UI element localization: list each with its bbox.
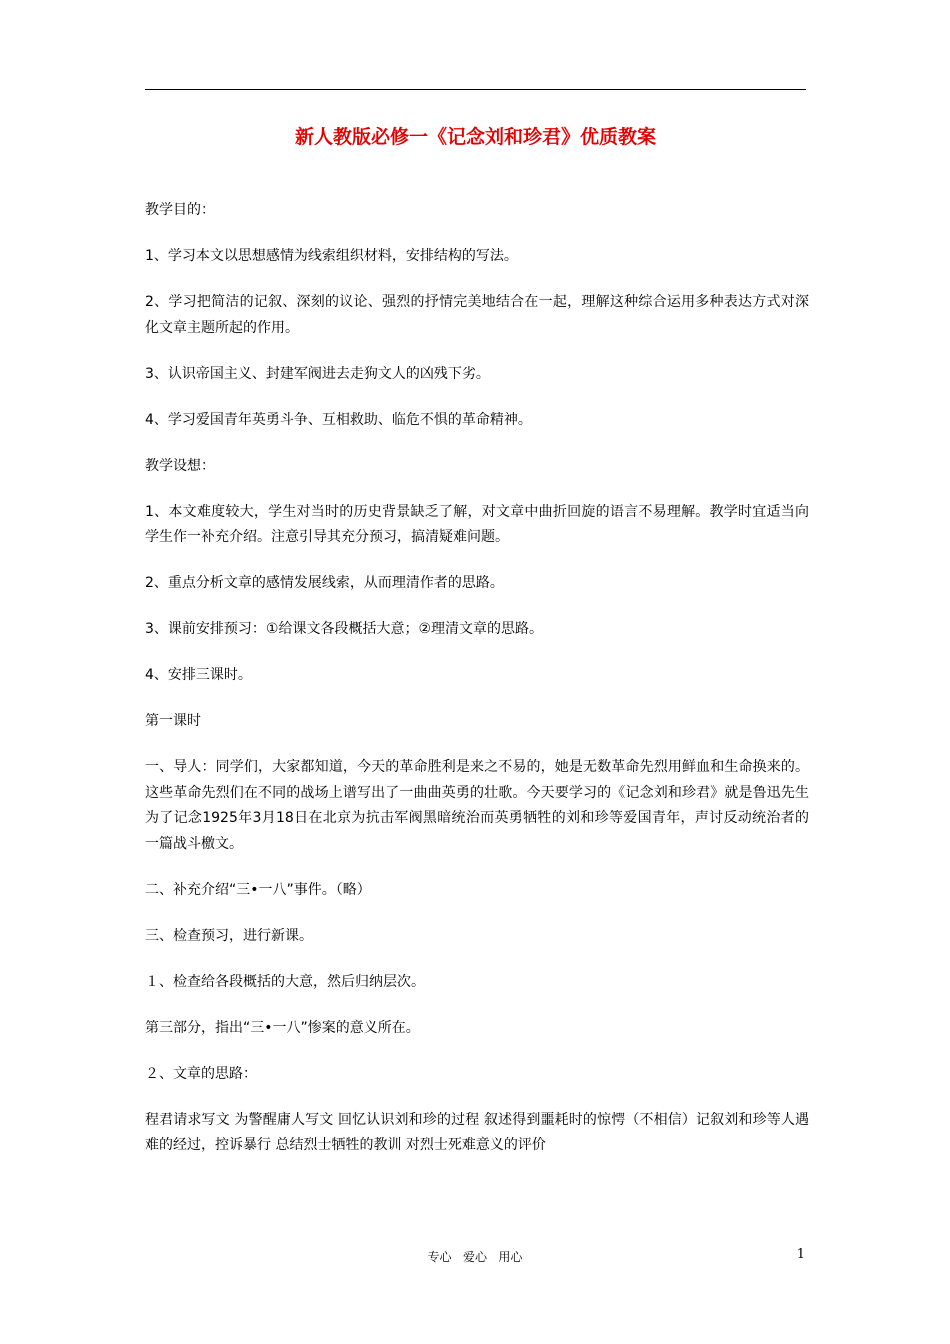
document-body [145, 198, 809, 1179]
header-rule [145, 89, 806, 90]
document-title: 新人教版必修一《记念刘和珍君》优质教案 [294, 126, 656, 148]
paragraph: 2、学习把简洁的记叙、深刻的议论、强烈的抒情完美地结合在一起，理解这种综合运用多种表达方式对深化文章主题所起的作用。 [145, 294, 809, 336]
paragraph: 第一课时 [145, 713, 201, 729]
paragraph: 第三部分，指出“三•一八”惨案的意义所在。 [145, 1019, 420, 1036]
paragraph: 一、导人：同学们，大家都知道，今天的革命胜利是来之不易的，她是无数革命先烈用鲜血和生命换来的。这些革命先烈们在不同的战场上谱写出了一曲曲英勇的壮歌。今天要学习的《记念刘和珍君》就是鲁迅先生为了记念1925年3月18日在北京为抗击军阀黑暗统治而英勇牺牲的刘和珍等爱国青年，声讨反动统治者的一篇战斗檄文。 [145, 759, 809, 852]
page-number: 1 [796, 1247, 805, 1262]
paragraph: 3、认识帝国主义、封建军阀进去走狗文人的凶残下劣。 [145, 365, 490, 382]
paragraph: 1、学习本文以思想感情为线索组织材料，安排结构的写法。 [145, 248, 518, 264]
paragraph: 二、补充介绍“三•一八”事件。（略） [145, 881, 371, 898]
paragraph: 2、重点分析文章的感情发展线索，从而理清作者的思路。 [145, 575, 504, 591]
paragraph: 3、课前安排预习：①给课文各段概括大意；②理清文章的思路。 [145, 621, 544, 637]
paragraph: ２、文章的思路： [145, 1065, 257, 1082]
paragraph: 教学设想： [145, 457, 215, 474]
paragraph: １、检查给各段概括的大意，然后归纳层次。 [145, 973, 425, 990]
paragraph: 4、安排三课时。 [145, 667, 252, 683]
paragraph: 程君请求写文 为警醒庸人写文 回忆认识刘和珍的过程 叙述得到噩耗时的惊愕（不相信）记叙刘和珍等人遇难的经过，控诉暴行 总结烈士牺牲的教训 对烈士死难意义的评价 [145, 1111, 809, 1153]
paragraph: 4、学习爱国青年英勇斗争、互相救助、临危不惧的革命精神。 [145, 411, 532, 428]
footer-motto: 专心 爱心 用心 [427, 1250, 523, 1264]
paragraph: 三、检查预习，进行新课。 [145, 927, 313, 944]
paragraph: 1、本文难度较大，学生对当时的历史背景缺乏了解，对文章中曲折回旋的语言不易理解。教学时宜适当向学生作一补充介绍。注意引导其充分预习，搞清疑难问题。 [145, 503, 809, 545]
paragraph: 教学目的： [145, 202, 215, 218]
